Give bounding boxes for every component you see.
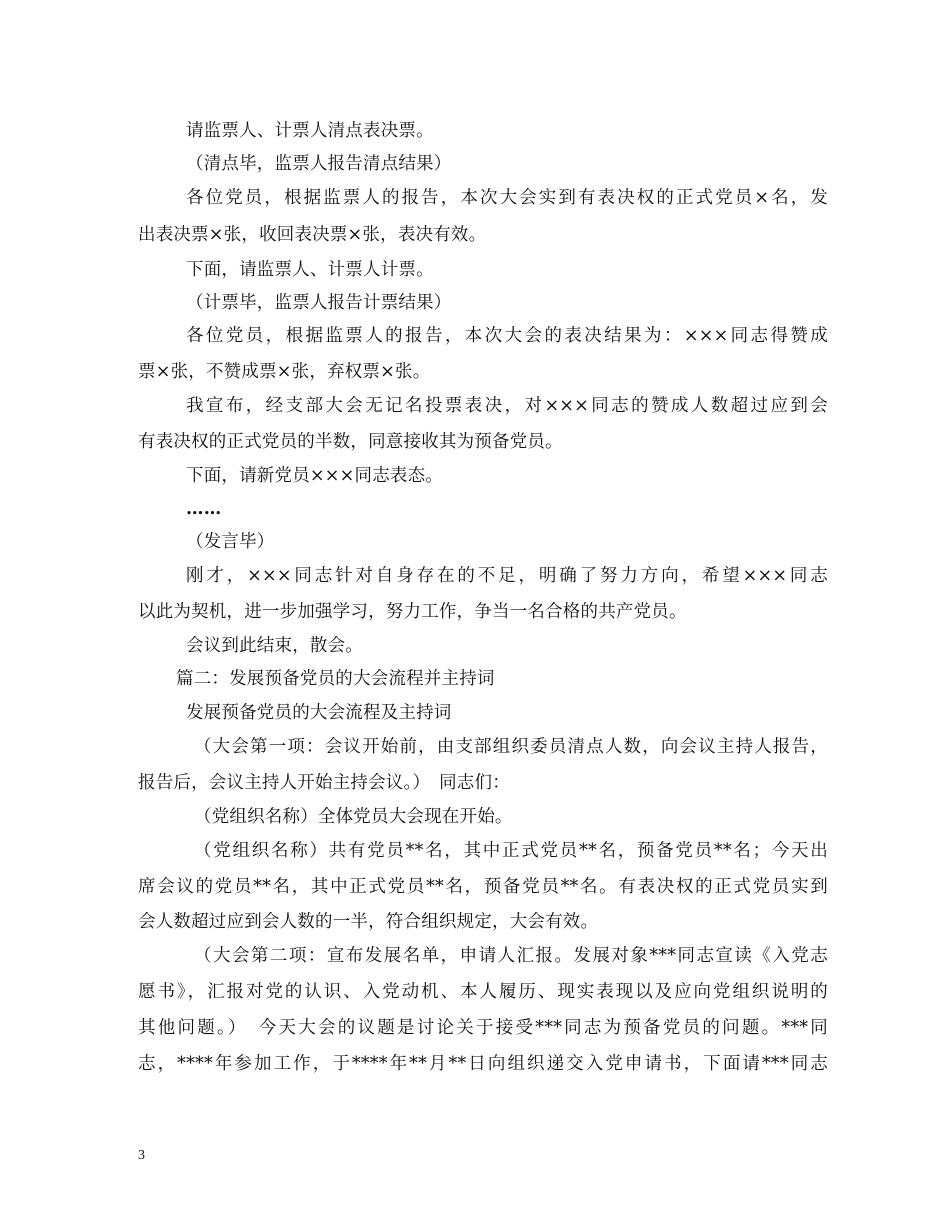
- text-line: 志，****年参加工作，于****年**月**日向组织递交入党申请书，下面请***同志: [138, 1054, 828, 1074]
- text-line: 有表决权的正式党员的半数，同意接收其为预备党员。: [138, 432, 563, 452]
- section-subheading: 发展预备党员的大会流程及主持词: [186, 703, 452, 723]
- text-line: 席会议的党员**名，其中正式党员**名，预备党员**名。有表决权的正式党员实到: [138, 877, 828, 897]
- text-line: 其他问题。） 今天大会的议题是讨论关于接受***同志为预备党员的问题。***同: [138, 1018, 828, 1038]
- text-line: （大会第二项：宣布发展名单，申请人汇报。发展对象***同志宣读《入党志: [194, 946, 828, 966]
- text-line: 愿书》，汇报对党的认识、入党动机、本人履历、现实表现以及应向党组织说明的: [138, 982, 828, 1002]
- ellipsis: ……: [186, 499, 222, 519]
- text-line: （清点毕，监票人报告清点结果）: [186, 154, 452, 174]
- text-line: 票×张，不赞成票×张，弃权票×张。: [138, 362, 431, 382]
- text-line: （党组织名称）全体党员大会现在开始。: [194, 807, 513, 827]
- text-line: 会人数超过应到会人数的一半，符合组织规定，大会有效。: [138, 912, 599, 932]
- text-line: 下面，请新党员×××同志表态。: [186, 466, 443, 486]
- text-line: （计票毕，监票人报告计票结果）: [186, 293, 452, 313]
- text-line: 会议到此结束，散会。: [186, 636, 363, 656]
- text-line: 请监票人、计票人清点表决票。: [186, 121, 434, 141]
- text-line: 各位党员，根据监票人的报告，本次大会的表决结果为：×××同志得赞成: [186, 326, 828, 346]
- section-heading: 篇二：发展预备党员的大会流程并主持词: [176, 669, 495, 689]
- text-line: 以此为契机，进一步加强学习，努力工作，争当一名合格的共产党员。: [138, 602, 687, 622]
- text-line: 我宣布，经支部大会无记名投票表决，对×××同志的赞成人数超过应到会: [186, 396, 828, 416]
- text-line: （发言毕）: [186, 532, 275, 552]
- text-line: （党组织名称）共有党员**名，其中正式党员**名，预备党员**名；今天出: [194, 841, 828, 861]
- text-line: 各位党员，根据监票人的报告，本次大会实到有表决权的正式党员×名，发: [186, 188, 828, 208]
- text-line: 出表决票×张，收回表决票×张，表决有效。: [138, 225, 487, 245]
- page-number: 3: [138, 1148, 145, 1163]
- text-line: 报告后，会议主持人开始主持会议。） 同志们：: [138, 773, 510, 793]
- text-line: 刚才，×××同志针对自身存在的不足，明确了努力方向，希望×××同志: [186, 566, 828, 586]
- text-line: （大会第一项：会议开始前，由支部组织委员清点人数，向会议主持人报告，: [194, 737, 828, 757]
- text-line: 下面，请监票人、计票人计票。: [186, 260, 434, 280]
